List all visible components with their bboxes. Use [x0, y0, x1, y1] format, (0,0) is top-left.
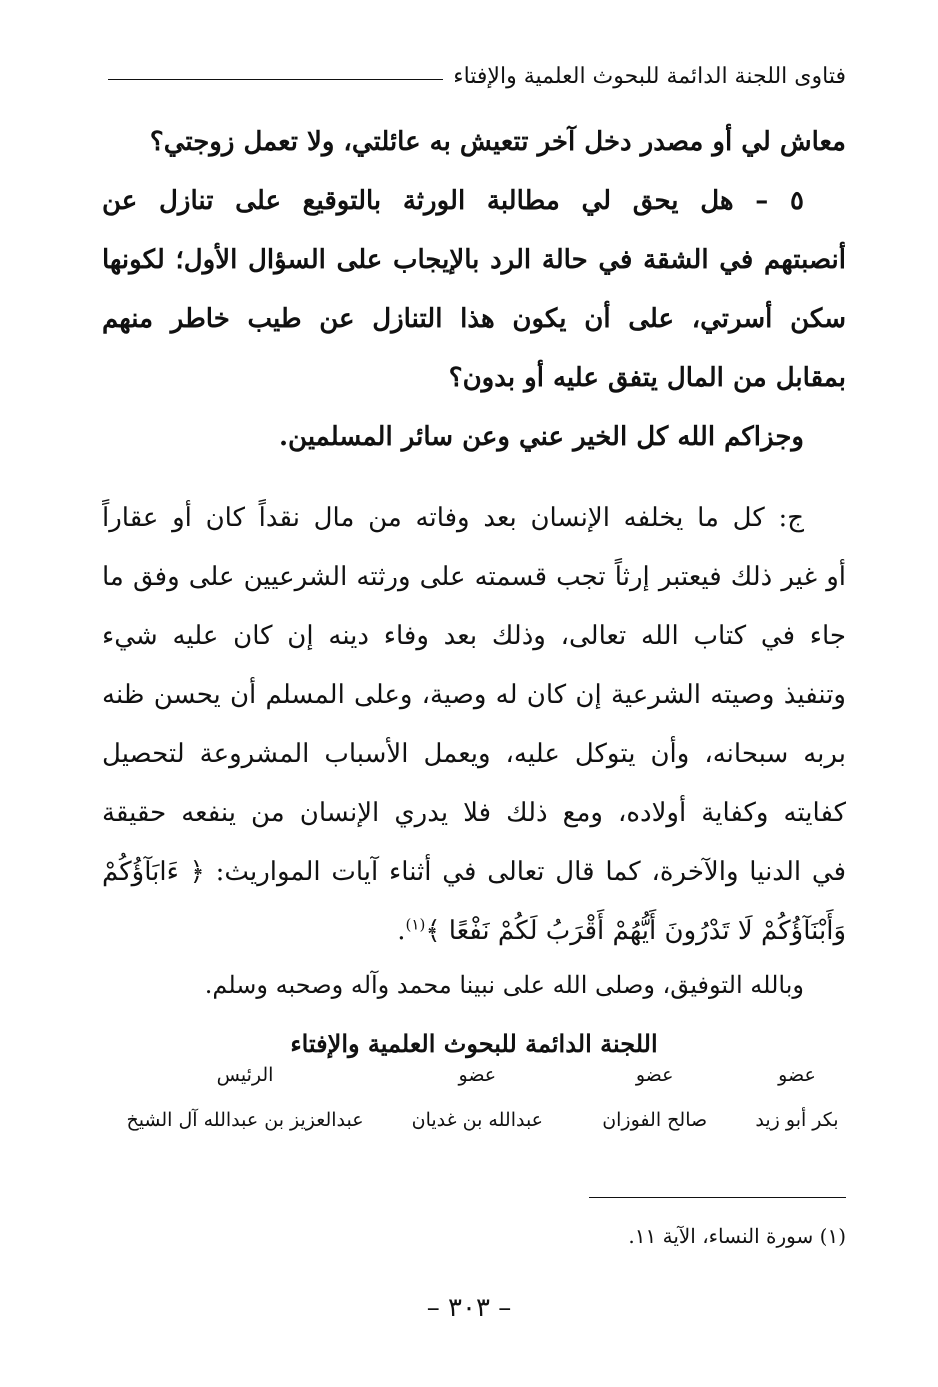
question-line: سكن أسرتي، على أن يكون هذا التنازل عن طيب خاطر منهم	[102, 304, 846, 334]
verse-end: .	[397, 916, 406, 946]
running-title: فتاوى اللجنة الدائمة للبحوث العلمية والإفتاء	[453, 63, 846, 89]
member-name: بكر أبو زيد	[755, 1109, 839, 1131]
running-header	[108, 58, 846, 94]
answer-line: كفايته وكفاية أولاده، ومع ذلك فلا يدري الإنسان من ينفعه حقيقة	[102, 798, 846, 828]
closing-line: وجزاكم الله كل الخير عني وعن سائر المسلمين.	[278, 422, 804, 452]
question-line: معاش لي أو مصدر دخل آخر تتعيش به عائلتي، ولا تعمل زوجتي؟	[149, 127, 846, 157]
member-name: صالح الفوزان	[602, 1109, 708, 1131]
member-role: عضو	[778, 1064, 816, 1086]
tawfiq-line: وبالله التوفيق، وصلى الله على نبينا محمد وآله وصحبه وسلم.	[204, 971, 804, 999]
verse-continuation: وَأَبْنَآؤُكُمْ لَا تَدْرُونَ أَيُّهُمْ أَقْرَبُ لَكُمْ نَفْعًا ﴾	[425, 916, 846, 946]
verse-line	[102, 902, 846, 961]
member-role: الرئيس	[216, 1064, 274, 1086]
footnote-marker: (١)	[405, 915, 426, 934]
member-chairman	[120, 1060, 370, 1140]
member-role: عضو	[635, 1064, 674, 1086]
footnote: (١) سورة النساء، الآية ١١.	[628, 1224, 846, 1248]
answer-line: ج: كل ما يخلفه الإنسان بعد وفاته من مال نقداً كان أو عقاراً	[102, 503, 804, 533]
member-ghudayan	[397, 1060, 557, 1140]
page-number: – ٣٠٣ –	[426, 1293, 512, 1323]
header-rule	[108, 79, 443, 80]
member-role: عضو	[458, 1064, 497, 1086]
question-line: بمقابل من المال يتفق عليه أو بدون؟	[448, 363, 846, 393]
member-fawzan	[585, 1060, 725, 1140]
committee-title: اللجنة الدائمة للبحوث العلمية والإفتاء	[290, 1029, 658, 1058]
answer-line: في الدنيا والآخرة، كما قال تعالى في أثناء آيات المواريث: ﴿ ءَابَآؤُكُمْ	[102, 857, 846, 887]
member-name: عبدالله بن غديان	[411, 1109, 544, 1131]
answer-line: وتنفيذ وصيته الشرعية إن كان له وصية، وعلى المسلم أن يحسن ظنه	[102, 680, 846, 710]
signatories	[120, 1060, 842, 1140]
footnote-rule	[589, 1197, 846, 1198]
question-line: ٥ – هل يحق لي مطالبة الورثة بالتوقيع على تنازل عن	[102, 186, 804, 216]
question-block	[102, 113, 846, 467]
question-line: أنصبتهم في الشقة في حالة الرد بالإيجاب على السؤال الأول؛ لكونها	[102, 245, 846, 275]
member-bakr	[752, 1060, 842, 1140]
answer-block	[102, 489, 846, 1009]
answer-line: جاء في كتاب الله تعالى، وذلك بعد وفاء دينه إن كان عليه شيء	[102, 621, 846, 651]
answer-line: بربه سبحانه، وأن يتوكل عليه، ويعمل الأسباب المشروعة لتحصيل	[102, 739, 846, 769]
member-name: عبدالعزيز بن عبدالله آل الشيخ	[126, 1109, 364, 1131]
answer-line: أو غير ذلك فيعتبر إرثاً تجب قسمته على ورثته الشرعيين على وفق ما	[102, 562, 846, 592]
